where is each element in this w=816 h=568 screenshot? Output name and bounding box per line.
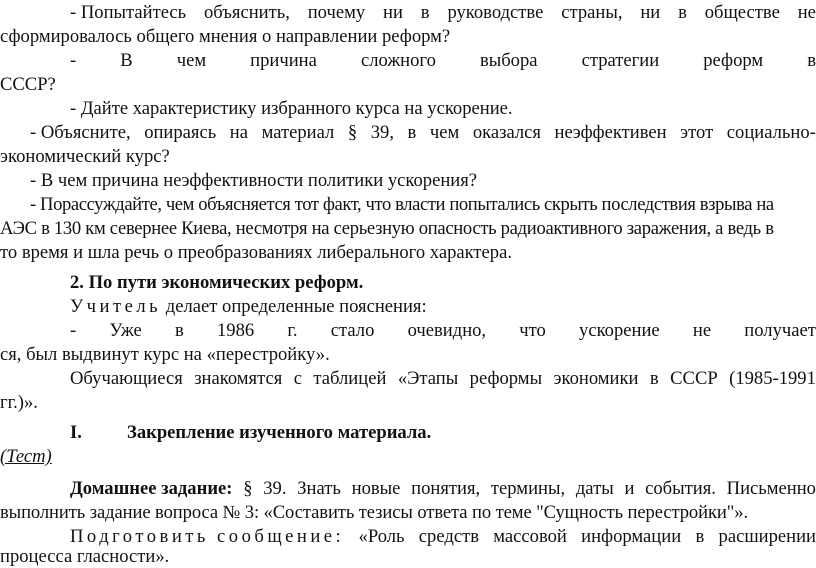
word: не [797,2,816,23]
quote-line1 [70,320,816,342]
prepare-line1 [70,526,816,548]
prepare-label: Подготовить сообщение: [70,526,345,547]
test-label: (Тест) [0,446,52,467]
word: 39, [370,122,394,143]
word: 39. [263,478,287,499]
word: В [120,50,133,71]
word: сложного [360,50,436,71]
word: в [695,526,705,547]
word: страны, [561,2,623,23]
word: в [807,50,816,71]
word: социально- [726,122,816,143]
homework-line2: выполнить задание вопроса № 3: «Составить тезисы ответа по теме "Сущность перестройки"». [0,502,748,523]
word: даты [575,478,614,499]
word: события. [645,478,716,499]
word: стратегии [581,50,660,71]
prepare-line2: процесса гласности». [0,546,170,567]
word: и [624,478,635,499]
homework-line1 [70,478,816,500]
q1-line1 [70,2,816,24]
word: - [70,50,77,71]
word: опираясь [144,122,217,143]
word: ни [640,2,661,23]
q1-line2: сформировалось общего мнения о направлении реформ? [0,26,451,47]
word: чем [429,122,460,143]
word: средств [418,526,479,547]
word: этот [680,122,714,143]
word: выбора [479,50,538,71]
word: обществе [704,2,780,23]
word: понятия, [411,478,481,499]
word: очевидно, [407,320,487,341]
q6-line3: то время и шла речь о преобразованиях либерального характера. [0,242,512,263]
word: § [347,122,358,143]
word: на [229,122,249,143]
section3-numeral: I. [70,422,82,443]
q2-line1 [70,50,816,72]
q6-line1: - Порассуждайте, чем объясняется тот факт, что власти попытались скрыть последствия взрыва на [30,194,774,215]
word: Знать [297,478,341,499]
word: ускорение [579,320,660,341]
word: реформы [469,368,543,389]
word: (1985-1991 [729,368,816,389]
word: § [243,478,253,499]
q6-line2: АЭС в 130 км севернее Киева, несмотря на серьезную опасность радиоактивного заражения, а ведь в [0,218,774,239]
word: 1986 [216,320,255,341]
homework-label: Домашнее задание: [70,478,233,499]
word: почему [307,2,366,23]
q2-line2: СССР? [0,74,56,95]
word: в [649,368,659,389]
word: массовой [493,526,567,547]
table-intro-line2: гг.)». [0,392,38,413]
word: термины, [490,478,566,499]
word: знакомятся [194,368,283,389]
word: Уже [109,320,142,341]
q5-line: - В чем причина неэффективности политики ускорения? [30,170,478,191]
word: г. [287,320,298,341]
teacher-line [70,296,816,318]
word: ни [383,2,403,23]
word: «Роль [358,526,405,547]
section2-heading: 2. По пути экономических реформ. [70,272,364,293]
word: стало [330,320,375,341]
word: в [407,122,417,143]
word: - Попытайтесь [70,2,187,23]
word: в [420,2,430,23]
word: «Этапы [397,368,459,389]
word: информации [581,526,682,547]
table-intro-line1 [70,368,816,390]
word: СССР [670,368,718,389]
word: что [519,320,546,341]
teacher-rest: делает определенные пояснения: [161,296,427,317]
teacher-label: Учитель [70,296,162,317]
word: - Объясните, [30,122,131,143]
word: в [678,2,687,23]
q4-line1 [30,122,816,144]
q4-line2: экономический курс? [0,146,170,167]
word: с [293,368,302,389]
word: не [692,320,712,341]
word: экономики [553,368,639,389]
section3-heading: Закрепление изученного материала. [127,422,432,443]
word: руководстве [447,2,544,23]
word: Письменно [726,478,816,499]
word: - [70,320,77,341]
word: причина [250,50,317,71]
word: получает [744,320,816,341]
quote-line2: ся, был выдвинут курс на «перестройку». [0,344,330,365]
word: таблицей [313,368,387,389]
word: объяснить, [204,2,290,23]
word: в [175,320,184,341]
q3-line: - Дайте характеристику избранного курса на ускорение. [70,98,513,119]
word: материал [261,122,335,143]
word: новые [351,478,401,499]
word: реформ [703,50,764,71]
word: чем [176,50,207,71]
word: расширении [718,526,816,547]
word: неэффективен [554,122,667,143]
word: оказался [472,122,541,143]
word: Обучающиеся [70,368,183,389]
